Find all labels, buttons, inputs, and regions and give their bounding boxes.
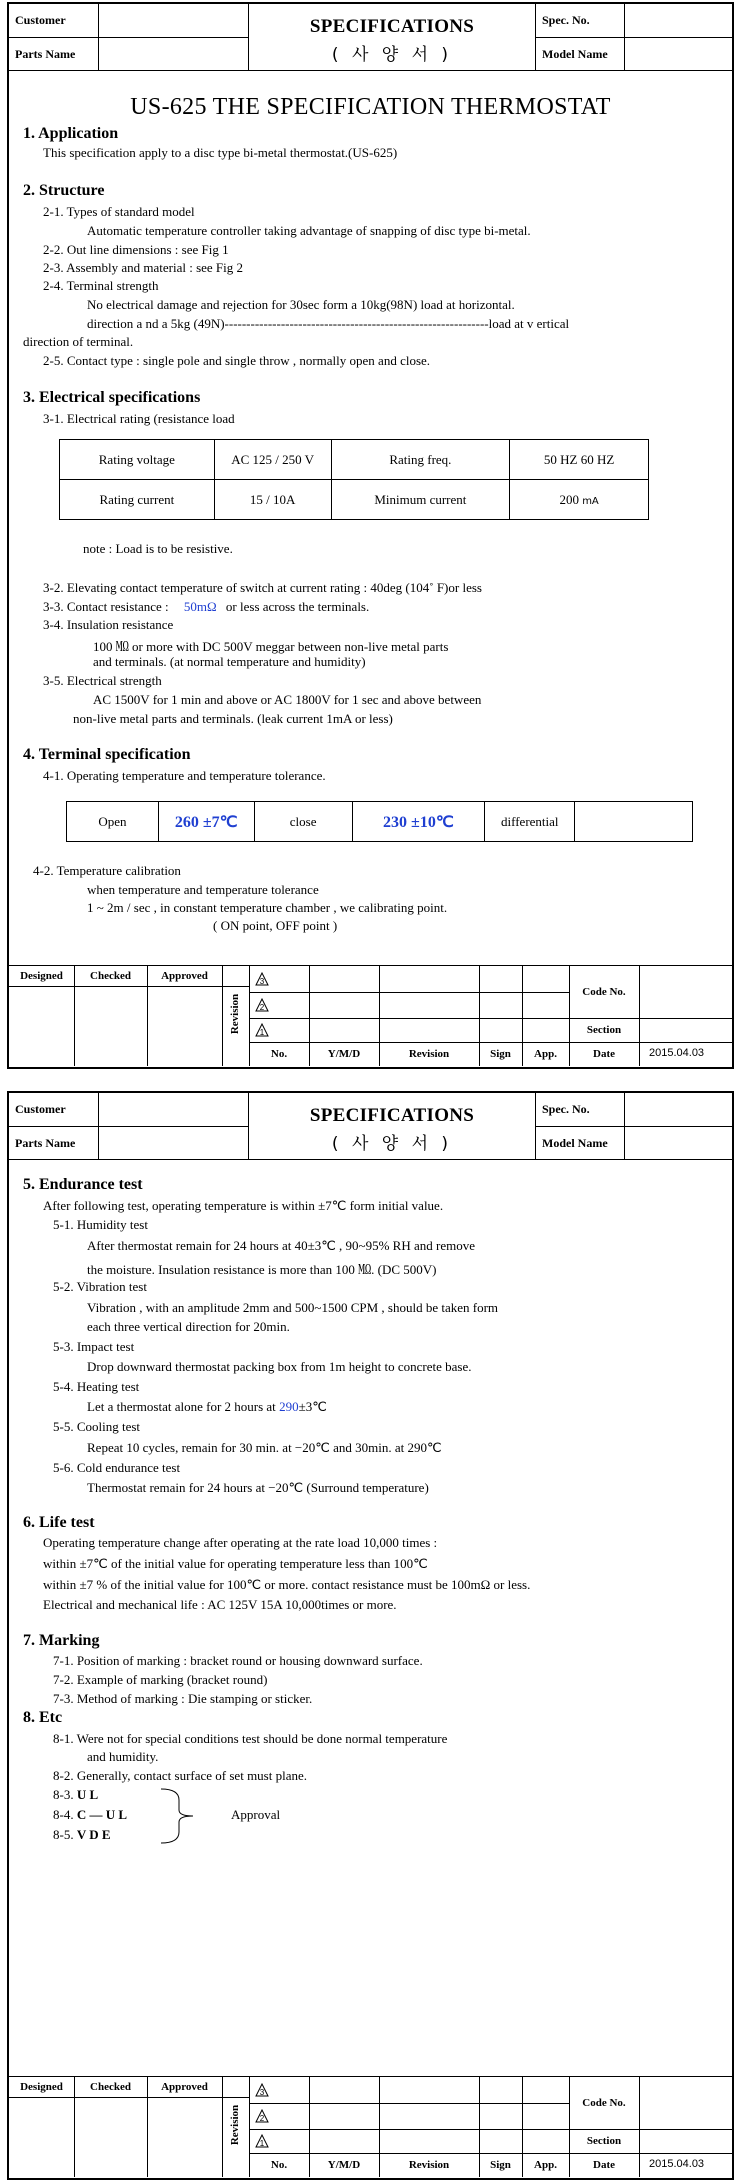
endurance-line: After thermostat remain for 24 hours at 40±3℃ , 90~95% RH and remove xyxy=(87,1238,475,1253)
open-label: Open xyxy=(67,802,159,842)
designed-label: Designed xyxy=(20,970,63,982)
etc-line: 8-1. Were not for special conditions test should be done normal temperature xyxy=(53,1731,448,1746)
structure-heading: 2. Structure xyxy=(23,182,105,199)
svg-text:3: 3 xyxy=(259,2088,265,2097)
terminal-line: when temperature and temperature tolerance xyxy=(87,882,319,897)
rating-current-label: Rating current xyxy=(60,480,215,520)
rating-freq-value: 50 HZ 60 HZ xyxy=(510,440,649,480)
electrical-note: note : Load is to be resistive. xyxy=(83,541,233,556)
revision-triangle-icon xyxy=(255,972,269,986)
min-current-unit: mA xyxy=(582,495,599,507)
electrical-line: and terminals. (at normal temperature and humidity) xyxy=(93,654,366,669)
life-test-heading: 6. Life test xyxy=(23,1514,95,1531)
approved-label: Approved xyxy=(161,2081,208,2093)
revision-vertical-label: Revision xyxy=(229,2104,241,2146)
date-label: Date xyxy=(593,2159,615,2171)
date-value: 2015.04.03 xyxy=(649,2158,705,2170)
col-sign-label: Sign xyxy=(490,2159,511,2171)
sheet-header xyxy=(9,1093,732,1160)
marking-heading: 7. Marking xyxy=(23,1632,100,1649)
model-name-value-cell xyxy=(625,38,732,71)
life-test-line: within ±7℃ of the initial value for operating temperature less than 100℃ xyxy=(43,1556,428,1571)
parts-name-value-cell xyxy=(99,38,249,71)
spec-no-value-cell xyxy=(625,1093,732,1127)
structure-line: 2-4. Terminal strength xyxy=(43,278,159,293)
etc-heading: 8. Etc xyxy=(23,1709,63,1726)
electrical-line: 3-5. Electrical strength xyxy=(43,673,162,688)
revision-vertical-label: Revision xyxy=(229,993,241,1035)
sheet-subtitle: ( 사 양 서 ) xyxy=(331,1134,453,1154)
electrical-heading: 3. Electrical specifications xyxy=(23,389,201,406)
endurance-heading: 5. Endurance test xyxy=(23,1176,143,1193)
sheet-title: SPECIFICATIONS xyxy=(309,1105,475,1126)
document-title: US-625 THE SPECIFICATION THERMOSTAT xyxy=(130,94,611,120)
parts-name-value-cell xyxy=(99,1127,249,1160)
revision-triangle-icon xyxy=(255,2083,269,2097)
col-app-label: App. xyxy=(534,1048,557,1060)
customer-value-cell xyxy=(99,4,249,38)
terminal-line: 4-2. Temperature calibration xyxy=(33,863,181,878)
customer-label: Customer xyxy=(9,1093,99,1127)
electrical-line: 3-1. Electrical rating (resistance load xyxy=(43,411,235,426)
col-no-label: No. xyxy=(270,2159,288,2171)
customer-value-cell xyxy=(99,1093,249,1127)
contact-resistance-label: 3-3. Contact resistance : xyxy=(43,599,169,614)
revision-triangle-icon xyxy=(255,1023,269,1037)
contact-resistance-value: 50mΩ xyxy=(183,599,217,614)
rating-current-value: 15 / 10A xyxy=(214,480,331,520)
col-ymd-label: Y/M/D xyxy=(327,2159,361,2171)
approval-brace-icon xyxy=(159,1786,199,1846)
structure-line: 2-1. Types of standard model xyxy=(43,204,195,219)
svg-text:3: 3 xyxy=(259,977,265,986)
model-name-label: Model Name xyxy=(536,1127,625,1160)
terminal-heading: 4. Terminal specification xyxy=(23,746,191,763)
differential-value-cell xyxy=(575,802,693,842)
spec-sheet-page-2 xyxy=(7,1091,734,2180)
etc-line: and humidity. xyxy=(87,1749,159,1764)
marking-line: 7-3. Method of marking : Die stamping or sticker. xyxy=(53,1691,313,1706)
open-value: 260 ±7℃ xyxy=(158,802,254,842)
endurance-line: Drop downward thermostat packing box from 1m height to concrete base. xyxy=(87,1359,472,1374)
approved-label: Approved xyxy=(161,970,208,982)
sheet-footer xyxy=(9,2076,732,2178)
col-app-label: App. xyxy=(534,2159,557,2171)
approval-cul-number: 8-4. xyxy=(53,1807,74,1822)
sheet-subtitle: ( 사 양 서 ) xyxy=(331,45,453,65)
heating-test-line xyxy=(87,1399,327,1415)
life-test-line: Electrical and mechanical life : AC 125V 15A 10,000times or more. xyxy=(43,1597,397,1612)
sheet-title-block xyxy=(249,4,536,71)
spec-no-label: Spec. No. xyxy=(536,4,625,38)
rating-voltage-value: AC 125 / 250 V xyxy=(214,440,331,480)
approval-vde-line xyxy=(53,1827,111,1843)
rating-voltage-label: Rating voltage xyxy=(60,440,215,480)
svg-text:2: 2 xyxy=(259,1003,265,1012)
electrical-line: non-live metal parts and terminals. (leak current 1mA or less) xyxy=(73,711,393,726)
electrical-rating-table xyxy=(59,439,649,520)
svg-text:2: 2 xyxy=(259,2114,265,2123)
endurance-line: 5-3. Impact test xyxy=(53,1339,135,1354)
rating-freq-label: Rating freq. xyxy=(331,440,510,480)
approval-ul-line xyxy=(53,1787,98,1803)
parts-name-label: Parts Name xyxy=(9,38,99,71)
svg-text:1: 1 xyxy=(259,1028,265,1037)
approval-cul: C — U L xyxy=(76,1807,128,1822)
col-sign-label: Sign xyxy=(490,1048,511,1060)
endurance-line: 5-2. Vibration test xyxy=(53,1279,147,1294)
marking-line: 7-1. Position of marking : bracket round or housing downward surface. xyxy=(53,1653,423,1668)
spec-no-value-cell xyxy=(625,4,732,38)
close-label: close xyxy=(254,802,352,842)
section-label: Section xyxy=(586,1024,622,1036)
contact-resistance-suffix: or less across the terminals. xyxy=(225,599,370,614)
model-name-value-cell xyxy=(625,1127,732,1160)
endurance-line: Thermostat remain for 24 hours at −20℃ (Surround temperature) xyxy=(87,1480,429,1495)
differential-label: differential xyxy=(485,802,575,842)
sheet-footer xyxy=(9,965,732,1067)
structure-line: direction a nd a 5kg (49N)-------------------------------------------------------------load at v ertical xyxy=(87,316,570,331)
terminal-line: 4-1. Operating temperature and temperature tolerance. xyxy=(43,768,326,783)
spec-sheet-page-1 xyxy=(7,2,734,1069)
life-test-line: Operating temperature change after operating at the rate load 10,000 times : xyxy=(43,1535,438,1550)
sheet-header xyxy=(9,4,732,71)
col-no-label: No. xyxy=(270,1048,288,1060)
col-revision-label: Revision xyxy=(408,1048,450,1060)
structure-line: direction of terminal. xyxy=(23,334,134,349)
endurance-line: 5-6. Cold endurance test xyxy=(53,1460,181,1475)
customer-label: Customer xyxy=(9,4,99,38)
designed-label: Designed xyxy=(20,2081,63,2093)
min-current-value: 200 xyxy=(559,491,579,507)
checked-label: Checked xyxy=(90,2081,131,2093)
approval-vde-number: 8-5. xyxy=(53,1827,74,1842)
spec-no-label: Spec. No. xyxy=(536,1093,625,1127)
svg-text:1: 1 xyxy=(259,2139,265,2148)
approval-ul-number: 8-3. xyxy=(53,1787,74,1802)
date-label: Date xyxy=(593,1048,615,1060)
endurance-line: 5-1. Humidity test xyxy=(53,1217,148,1232)
min-current-label: Minimum current xyxy=(331,480,510,520)
approval-cul-line xyxy=(53,1807,127,1823)
heating-test-tolerance: ±3℃ xyxy=(298,1399,327,1414)
date-value: 2015.04.03 xyxy=(649,1047,705,1059)
approval-ul: U L xyxy=(76,1787,99,1802)
terminal-line: 1 ~ 2m / sec , in constant temperature chamber , we calibrating point. xyxy=(87,900,448,915)
heating-test-text: Let a thermostat alone for 2 hours at xyxy=(87,1399,276,1414)
endurance-line: Repeat 10 cycles, remain for 30 min. at −20℃ and 30min. at 290℃ xyxy=(87,1440,442,1455)
col-ymd-label: Y/M/D xyxy=(327,1048,361,1060)
endurance-line: 5-4. Heating test xyxy=(53,1379,140,1394)
structure-line: 2-2. Out line dimensions : see Fig 1 xyxy=(43,242,229,257)
marking-line: 7-2. Example of marking (bracket round) xyxy=(53,1672,268,1687)
application-text: This specification apply to a disc type bi-metal thermostat.(US-625) xyxy=(43,145,398,160)
approval-label: Approval xyxy=(231,1807,281,1822)
electrical-line: AC 1500V for 1 min and above or AC 1800V for 1 sec and above between xyxy=(93,692,482,707)
endurance-line: the moisture. Insulation resistance is more than 100 ㏁. (DC 500V) xyxy=(87,1262,437,1277)
structure-line: 2-5. Contact type : single pole and single throw , normally open and close. xyxy=(43,353,431,368)
life-test-line: within ±7 % of the initial value for 100℃ or more. contact resistance must be 100mΩ or less. xyxy=(43,1577,531,1592)
revision-triangle-icon xyxy=(255,2134,269,2148)
structure-line: No electrical damage and rejection for 30sec form a 10kg(98N) load at horizontal. xyxy=(87,297,515,312)
code-no-label: Code No. xyxy=(582,986,626,998)
endurance-line: 5-5. Cooling test xyxy=(53,1419,141,1434)
application-heading: 1. Application xyxy=(23,125,119,142)
sheet-title: SPECIFICATIONS xyxy=(309,16,475,37)
approval-vde: V D E xyxy=(76,1827,111,1842)
sheet-title-block xyxy=(249,1093,536,1160)
endurance-line: each three vertical direction for 20min. xyxy=(87,1319,290,1334)
terminal-line: ( ON point, OFF point ) xyxy=(213,918,338,933)
electrical-line: 100 ㏁ or more with DC 500V meggar between non-live metal parts xyxy=(93,639,449,654)
etc-line: 8-2. Generally, contact surface of set must plane. xyxy=(53,1768,308,1783)
section-label: Section xyxy=(586,2135,622,2147)
min-current-cell xyxy=(510,480,649,520)
revision-triangle-icon xyxy=(255,998,269,1012)
parts-name-label: Parts Name xyxy=(9,1127,99,1160)
close-value: 230 ±10℃ xyxy=(352,802,485,842)
electrical-line: 3-4. Insulation resistance xyxy=(43,617,174,632)
code-no-label: Code No. xyxy=(582,2097,626,2109)
col-revision-label: Revision xyxy=(408,2159,450,2171)
heating-test-temp: 290 xyxy=(279,1399,299,1414)
temperature-table xyxy=(66,801,693,842)
endurance-line: Vibration , with an amplitude 2mm and 500~1500 CPM , should be taken form xyxy=(87,1300,499,1315)
checked-label: Checked xyxy=(90,970,131,982)
endurance-line: After following test, operating temperature is within ±7℃ form initial value. xyxy=(43,1198,444,1213)
revision-triangle-icon xyxy=(255,2109,269,2123)
structure-line: 2-3. Assembly and material : see Fig 2 xyxy=(43,260,244,275)
contact-resistance-line xyxy=(43,599,369,615)
structure-line: Automatic temperature controller taking advantage of snapping of disc type bi-metal. xyxy=(87,223,531,238)
electrical-line: 3-2. Elevating contact temperature of switch at current rating : 40deg (104˚ F)or less xyxy=(43,580,482,595)
model-name-label: Model Name xyxy=(536,38,625,71)
